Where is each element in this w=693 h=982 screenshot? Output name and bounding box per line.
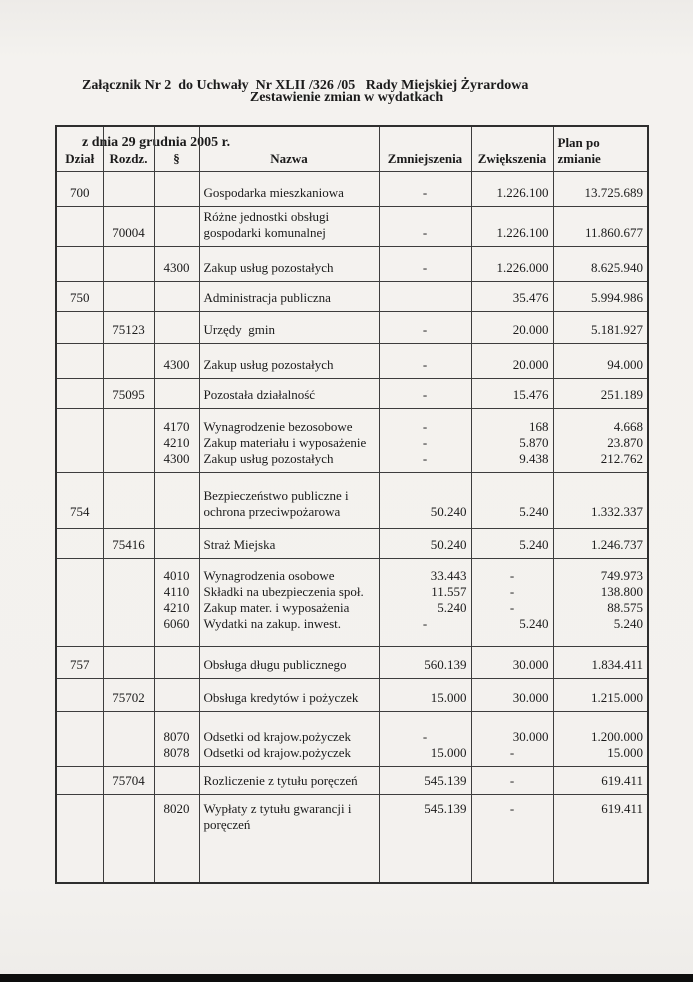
cell-zmniejszenia: [379, 344, 471, 379]
num-line: 619.411: [601, 773, 643, 788]
num-line: 35.476: [512, 290, 549, 305]
cell-zmniejszenia: [379, 473, 471, 529]
table-row: [56, 529, 648, 559]
column-header-rozdz: Rozdz.: [103, 126, 154, 172]
num-line: 251.189: [600, 387, 643, 402]
cell-plan-po-zmianie: [553, 172, 648, 207]
cell-nazwa: [199, 647, 379, 679]
cell-dzial: [56, 312, 103, 344]
cell-zwiekszenia: [471, 712, 553, 767]
expenditure-changes-table: [55, 125, 649, 884]
nazwa-line: Zakup usług pozostałych: [203, 260, 334, 275]
cell-rozdz: 75123: [103, 312, 154, 344]
table-row: [56, 559, 648, 647]
cell-zmniejszenia: [379, 679, 471, 712]
num-line: -: [509, 584, 515, 599]
num-line: 1.226.100: [496, 185, 549, 200]
cell-paragraf: [154, 312, 199, 344]
cell-zwiekszenia: [471, 409, 553, 473]
nazwa-line: Odsetki od krajow.pożyczek: [203, 745, 352, 760]
cell-nazwa: [199, 473, 379, 529]
cell-dzial: [56, 795, 103, 883]
par-line: 8020: [163, 801, 190, 816]
cell-zmniejszenia: [379, 282, 471, 312]
cell-dzial: 700: [56, 172, 103, 207]
cell-nazwa: [199, 679, 379, 712]
num-line: 5.240: [519, 504, 549, 519]
num-line: -: [422, 322, 428, 337]
num-line: 15.000: [607, 745, 643, 760]
num-line: 23.870: [607, 435, 643, 450]
column-header-paragraf: §: [154, 126, 199, 172]
cell-plan-po-zmianie: [553, 344, 648, 379]
num-line: 1.834.411: [591, 657, 643, 672]
cell-nazwa: [199, 247, 379, 282]
cell-nazwa: [199, 379, 379, 409]
num-line: 5.240: [613, 616, 643, 631]
nazwa-line: Urzędy gmin: [203, 322, 275, 337]
num-line: 545.139: [424, 773, 467, 788]
cell-dzial: [56, 379, 103, 409]
num-line: -: [422, 419, 428, 434]
cell-plan-po-zmianie: [553, 207, 648, 247]
table-row: [56, 679, 648, 712]
cell-zmniejszenia: [379, 559, 471, 647]
table-row: [56, 795, 648, 883]
cell-nazwa: [199, 767, 379, 795]
num-line: 5.240: [519, 537, 549, 552]
num-line: 619.411: [601, 801, 643, 816]
cell-dzial: 754: [56, 473, 103, 529]
num-line: -: [509, 773, 515, 788]
num-line: -: [509, 568, 515, 583]
attachment-title-line2: z dnia 29 grudnia 2005 r.: [82, 135, 231, 150]
table-row: [56, 647, 648, 679]
num-line: -: [422, 616, 428, 631]
cell-paragraf: [154, 712, 199, 767]
cell-paragraf: [154, 767, 199, 795]
table-row: [56, 282, 648, 312]
num-line: -: [422, 225, 428, 240]
num-line: 560.139: [424, 657, 467, 672]
cell-zmniejszenia: [379, 795, 471, 883]
par-line: 4170: [163, 419, 190, 434]
table-row: [56, 172, 648, 207]
cell-zwiekszenia: [471, 282, 553, 312]
column-header-plan-po-zmianie: Plan po zmianie: [553, 126, 648, 172]
num-line: 15.000: [430, 690, 467, 705]
cell-zwiekszenia: [471, 172, 553, 207]
num-line: 30.000: [512, 657, 549, 672]
cell-dzial: [56, 409, 103, 473]
cell-paragraf: [154, 344, 199, 379]
nazwa-line: Różne jednostki obsługi gospodarki komunalnej: [203, 209, 333, 240]
column-header-nazwa: Nazwa: [199, 126, 379, 172]
cell-zwiekszenia: [471, 559, 553, 647]
num-line: -: [509, 745, 515, 760]
num-line: 138.800: [600, 584, 643, 599]
num-line: 5.994.986: [591, 290, 643, 305]
num-line: 5.870: [519, 435, 549, 450]
cell-zmniejszenia: [379, 712, 471, 767]
nazwa-line: Administracja publiczna: [203, 290, 331, 305]
cell-zwiekszenia: [471, 767, 553, 795]
num-line: -: [422, 357, 428, 372]
cell-zwiekszenia: [471, 529, 553, 559]
par-line: 4110: [163, 584, 190, 599]
num-line: 11.557: [431, 584, 467, 599]
nazwa-line: Zakup usług pozostałych: [203, 357, 334, 372]
cell-plan-po-zmianie: [553, 473, 648, 529]
nazwa-line: Obsługa długu publicznego: [203, 657, 347, 672]
cell-zmniejszenia: [379, 409, 471, 473]
cell-dzial: 750: [56, 282, 103, 312]
num-line: 1.226.000: [496, 260, 549, 275]
cell-zmniejszenia: [379, 172, 471, 207]
cell-zmniejszenia: [379, 529, 471, 559]
nazwa-line: Wynagrodzenie bezosobowe: [203, 419, 353, 434]
cell-zwiekszenia: [471, 795, 553, 883]
cell-zmniejszenia: [379, 247, 471, 282]
cell-zwiekszenia: [471, 207, 553, 247]
cell-nazwa: [199, 312, 379, 344]
table-row: [56, 344, 648, 379]
nazwa-line: Bezpieczeństwo publiczne i ochrona przeciwpożarowa: [203, 488, 352, 519]
nazwa-line: Zakup usług pozostałych: [203, 451, 334, 466]
num-line: 20.000: [512, 322, 549, 337]
cell-plan-po-zmianie: [553, 379, 648, 409]
nazwa-line: Wynagrodzenia osobowe: [203, 568, 335, 583]
nazwa-line: Rozliczenie z tytułu poręczeń: [203, 773, 358, 788]
num-line: 212.762: [600, 451, 643, 466]
table-row: [56, 712, 648, 767]
cell-zwiekszenia: [471, 679, 553, 712]
nazwa-line: Wypłaty z tytułu gwarancji i poręczeń: [203, 801, 355, 832]
cell-plan-po-zmianie: [553, 767, 648, 795]
cell-dzial: [56, 207, 103, 247]
par-line: 8078: [163, 745, 190, 760]
nazwa-line: Wydatki na zakup. inwest.: [203, 616, 341, 631]
cell-nazwa: [199, 529, 379, 559]
cell-rozdz: [103, 795, 154, 883]
cell-plan-po-zmianie: [553, 647, 648, 679]
cell-rozdz: [103, 282, 154, 312]
num-line: 50.240: [430, 537, 467, 552]
par-line: 4300: [163, 357, 190, 372]
cell-plan-po-zmianie: [553, 795, 648, 883]
cell-plan-po-zmianie: [553, 312, 648, 344]
num-line: 20.000: [512, 357, 549, 372]
cell-zwiekszenia: [471, 647, 553, 679]
cell-dzial: [56, 712, 103, 767]
cell-rozdz: [103, 473, 154, 529]
cell-rozdz: [103, 344, 154, 379]
cell-paragraf: [154, 172, 199, 207]
cell-rozdz: [103, 647, 154, 679]
nazwa-line: Zakup materiału i wyposażenie: [203, 435, 367, 450]
cell-rozdz: [103, 247, 154, 282]
nazwa-line: Odsetki od krajow.pożyczek: [203, 729, 352, 744]
num-line: -: [422, 185, 428, 200]
nazwa-line: Gospodarka mieszkaniowa: [203, 185, 344, 200]
nazwa-line: Składki na ubezpieczenia społ.: [203, 584, 364, 599]
table-row: [56, 312, 648, 344]
num-line: 33.443: [430, 568, 467, 583]
cell-nazwa: [199, 207, 379, 247]
par-line: 4210: [163, 600, 190, 615]
num-line: -: [422, 451, 428, 466]
cell-plan-po-zmianie: [553, 409, 648, 473]
cell-rozdz: 70004: [103, 207, 154, 247]
table-row: [56, 409, 648, 473]
cell-plan-po-zmianie: [553, 559, 648, 647]
cell-zmniejszenia: [379, 312, 471, 344]
num-line: 168: [529, 419, 549, 434]
nazwa-line: Zakup mater. i wyposażenia: [203, 600, 350, 615]
cell-zwiekszenia: [471, 312, 553, 344]
num-line: 15.000: [430, 745, 467, 760]
table-row: [56, 247, 648, 282]
table-row: [56, 473, 648, 529]
attachment-title-line1: Załącznik Nr 2 do Uchwały Nr XLII /326 /05 Rady Miejskiej Żyrardowa: [82, 78, 529, 93]
num-line: 9.438: [519, 451, 549, 466]
num-line: -: [422, 387, 428, 402]
cell-plan-po-zmianie: [553, 247, 648, 282]
cell-rozdz: [103, 712, 154, 767]
cell-dzial: [56, 247, 103, 282]
cell-plan-po-zmianie: [553, 679, 648, 712]
nazwa-line: Pozostała działalność: [203, 387, 316, 402]
cell-nazwa: [199, 282, 379, 312]
cell-dzial: 757: [56, 647, 103, 679]
cell-zwiekszenia: [471, 379, 553, 409]
cell-dzial: [56, 767, 103, 795]
table-header-row: [56, 126, 648, 172]
num-line: 30.000: [512, 729, 549, 744]
column-header-zmniejszenia: Zmniejszenia: [379, 126, 471, 172]
cell-zmniejszenia: [379, 207, 471, 247]
cell-zwiekszenia: [471, 344, 553, 379]
par-line: 4300: [163, 260, 190, 275]
num-line: -: [422, 435, 428, 450]
num-line: 13.725.689: [584, 185, 643, 200]
table-row: [56, 379, 648, 409]
cell-nazwa: [199, 712, 379, 767]
cell-paragraf: [154, 409, 199, 473]
cell-zwiekszenia: [471, 247, 553, 282]
nazwa-line: Obsługa kredytów i pożyczek: [203, 690, 359, 705]
num-line: -: [509, 801, 515, 816]
num-line: 4.668: [613, 419, 643, 434]
num-line: 5.240: [519, 616, 549, 631]
cell-paragraf: [154, 529, 199, 559]
num-line: 50.240: [430, 504, 467, 519]
par-line: 4300: [163, 451, 190, 466]
cell-dzial: [56, 529, 103, 559]
cell-nazwa: [199, 344, 379, 379]
num-line: -: [509, 600, 515, 615]
column-header-zwiekszenia: Zwiększenia: [471, 126, 553, 172]
num-line: 749.973: [600, 568, 643, 583]
num-line: [384, 290, 467, 306]
cell-rozdz: [103, 409, 154, 473]
cell-zmniejszenia: [379, 647, 471, 679]
cell-dzial: [56, 344, 103, 379]
par-line: 6060: [163, 616, 190, 631]
cell-nazwa: [199, 172, 379, 207]
cell-paragraf: [154, 473, 199, 529]
num-line: 1.246.737: [591, 537, 643, 552]
num-line: 8.625.940: [591, 260, 643, 275]
cell-paragraf: [154, 247, 199, 282]
cell-plan-po-zmianie: [553, 529, 648, 559]
num-line: -: [422, 260, 428, 275]
cell-zmniejszenia: [379, 379, 471, 409]
table-row: [56, 767, 648, 795]
cell-rozdz: [103, 172, 154, 207]
num-line: -: [422, 729, 428, 744]
cell-paragraf: [154, 379, 199, 409]
nazwa-line: Straż Miejska: [203, 537, 276, 552]
cell-dzial: [56, 559, 103, 647]
cell-zmniejszenia: [379, 767, 471, 795]
num-line: 1.215.000: [591, 690, 643, 705]
par-line: 4010: [163, 568, 190, 583]
num-line: 11.860.677: [584, 225, 643, 240]
num-line: 1.226.100: [496, 225, 549, 240]
cell-rozdz: 75704: [103, 767, 154, 795]
cell-zwiekszenia: [471, 473, 553, 529]
cell-paragraf: [154, 647, 199, 679]
cell-paragraf: [154, 795, 199, 883]
cell-rozdz: [103, 559, 154, 647]
num-line: 5.240: [437, 600, 467, 615]
cell-rozdz: 75416: [103, 529, 154, 559]
par-line: 8070: [163, 729, 190, 744]
cell-rozdz: 75702: [103, 679, 154, 712]
cell-paragraf: [154, 207, 199, 247]
column-header-dzial: Dział: [56, 126, 103, 172]
cell-dzial: [56, 679, 103, 712]
table-title: Zestawienie zmian w wydatkach: [249, 90, 444, 105]
cell-nazwa: [199, 795, 379, 883]
par-line: 4210: [163, 435, 190, 450]
scan-edge-bottom: [0, 974, 693, 982]
num-line: 545.139: [424, 801, 467, 816]
num-line: 1.332.337: [591, 504, 643, 519]
num-line: 30.000: [512, 690, 549, 705]
table-row: [56, 207, 648, 247]
num-line: 94.000: [607, 357, 643, 372]
num-line: 1.200.000: [591, 729, 643, 744]
num-line: 88.575: [607, 600, 643, 615]
cell-plan-po-zmianie: [553, 282, 648, 312]
cell-nazwa: [199, 409, 379, 473]
cell-paragraf: [154, 679, 199, 712]
cell-paragraf: [154, 282, 199, 312]
cell-nazwa: [199, 559, 379, 647]
num-line: 15.476: [512, 387, 549, 402]
cell-plan-po-zmianie: [553, 712, 648, 767]
cell-paragraf: [154, 559, 199, 647]
num-line: 5.181.927: [591, 322, 643, 337]
cell-rozdz: 75095: [103, 379, 154, 409]
